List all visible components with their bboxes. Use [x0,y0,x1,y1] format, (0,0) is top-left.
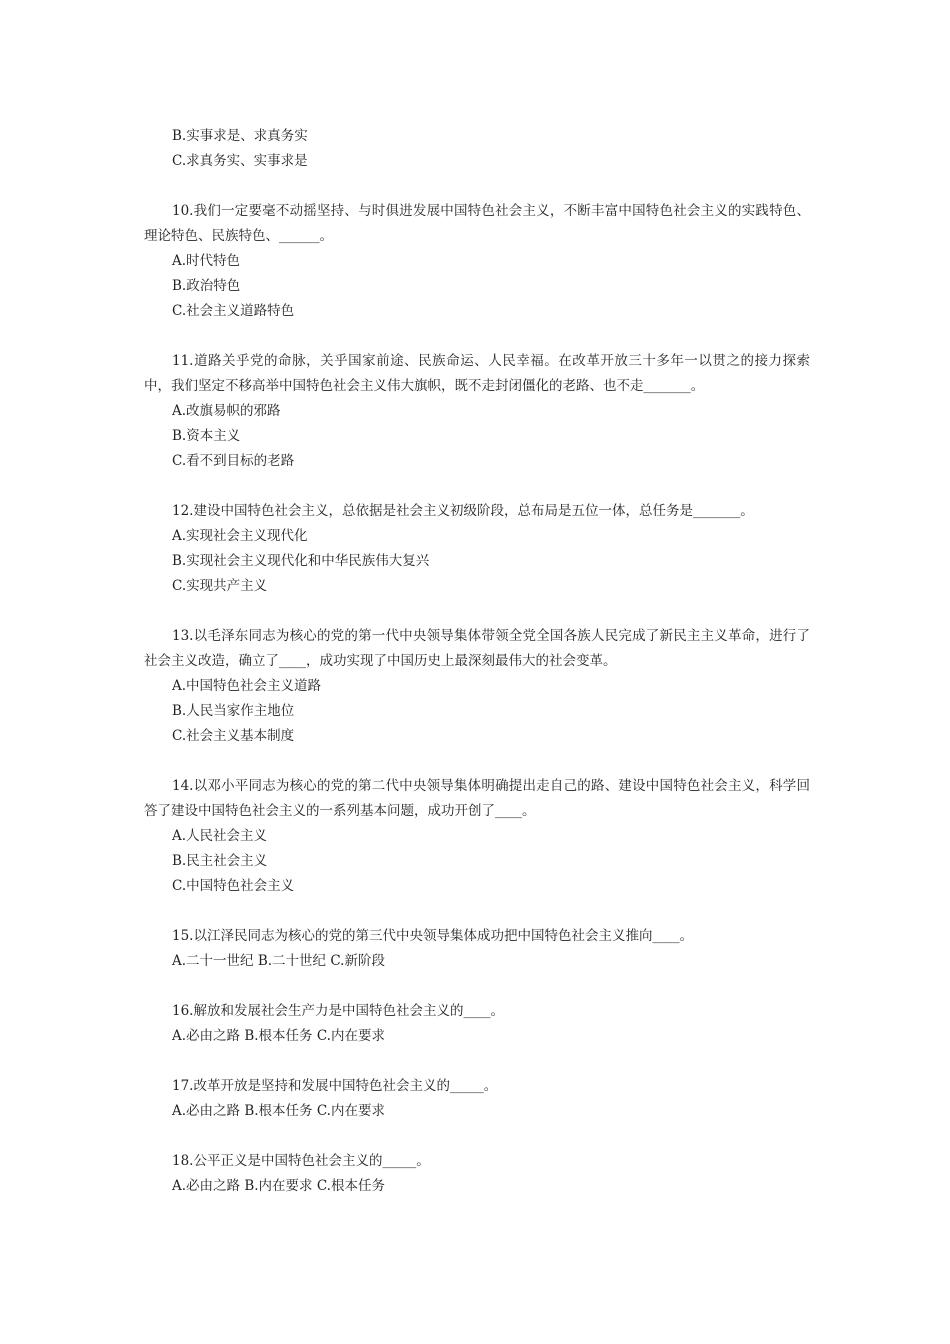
option: A.实现社会主义现代化 [172,528,308,544]
option: C.实现共产主义 [172,578,268,594]
option: B.民主社会主义 [172,853,268,869]
question-stem: 15.以江泽民同志为核心的党的第三代中央领导集体成功把中国特色社会主义推向____。 [172,928,693,944]
question-18 [144,1149,810,1199]
question-11 [144,349,810,474]
option: B.人民当家作主地位 [172,703,295,719]
option: A.二十一世纪 B.二十世纪 C.新阶段 [172,953,385,969]
option: A.必由之路 B.根本任务 C.内在要求 [172,1028,385,1044]
option: C.社会主义道路特色 [172,303,295,319]
question-14 [144,774,810,899]
question-stem: 17.改革开放是坚持和发展中国特色社会主义的_____。 [172,1078,498,1094]
option: C.看不到目标的老路 [172,453,295,469]
option: C.中国特色社会主义 [172,878,295,894]
option: C.求真务实、实事求是 [172,153,308,169]
question-17 [144,1074,810,1124]
question-10 [144,199,810,324]
question-16 [144,999,810,1049]
option: A.人民社会主义 [172,828,268,844]
option: B.政治特色 [172,278,241,294]
question-stem: 13.以毛泽东同志为核心的党的第一代中央领导集体带领全党全国各族人民完成了新民主主义革命，进行了社会主义改造，确立了____，成功实现了中国历史上最深刻最伟大的社会变革。 [144,628,810,669]
question-stem: 12.建设中国特色社会主义，总依据是社会主义初级阶段，总布局是五位一体，总任务是_______。 [172,503,754,519]
question-15 [144,924,810,974]
question-stem: 18.公平正义是中国特色社会主义的_____。 [172,1153,430,1169]
question-list [144,124,810,1199]
option: C.社会主义基本制度 [172,728,295,744]
question-13 [144,624,810,749]
option: A.必由之路 B.根本任务 C.内在要求 [172,1103,385,1119]
question-stem: 14.以邓小平同志为核心的党的第二代中央领导集体明确提出走自己的路、建设中国特色社会主义，科学回答了建设中国特色社会主义的一系列基本问题，成功开创了____。 [144,778,810,819]
option: A.时代特色 [172,253,241,269]
intro-options [144,124,810,174]
option: A.中国特色社会主义道路 [172,678,322,694]
option: A.必由之路 B.内在要求 C.根本任务 [172,1178,385,1194]
option: B.实现社会主义现代化和中华民族伟大复兴 [172,553,430,569]
question-stem: 16.解放和发展社会生产力是中国特色社会主义的____。 [172,1003,504,1019]
question-12 [144,499,810,599]
question-stem: 10.我们一定要毫不动摇坚持、与时俱进发展中国特色社会主义，不断丰富中国特色社会主义的实践特色、理论特色、民族特色、______。 [144,203,810,244]
option: A.改旗易帜的邪路 [172,403,281,419]
question-stem: 11.道路关乎党的命脉，关乎国家前途、民族命运、人民幸福。在改革开放三十多年一以贯之的接力探索中，我们坚定不移高举中国特色社会主义伟大旗帜，既不走封闭僵化的老路、也不走_______。 [144,353,810,394]
option: B.实事求是、求真务实 [172,128,308,144]
option: B.资本主义 [172,428,241,444]
